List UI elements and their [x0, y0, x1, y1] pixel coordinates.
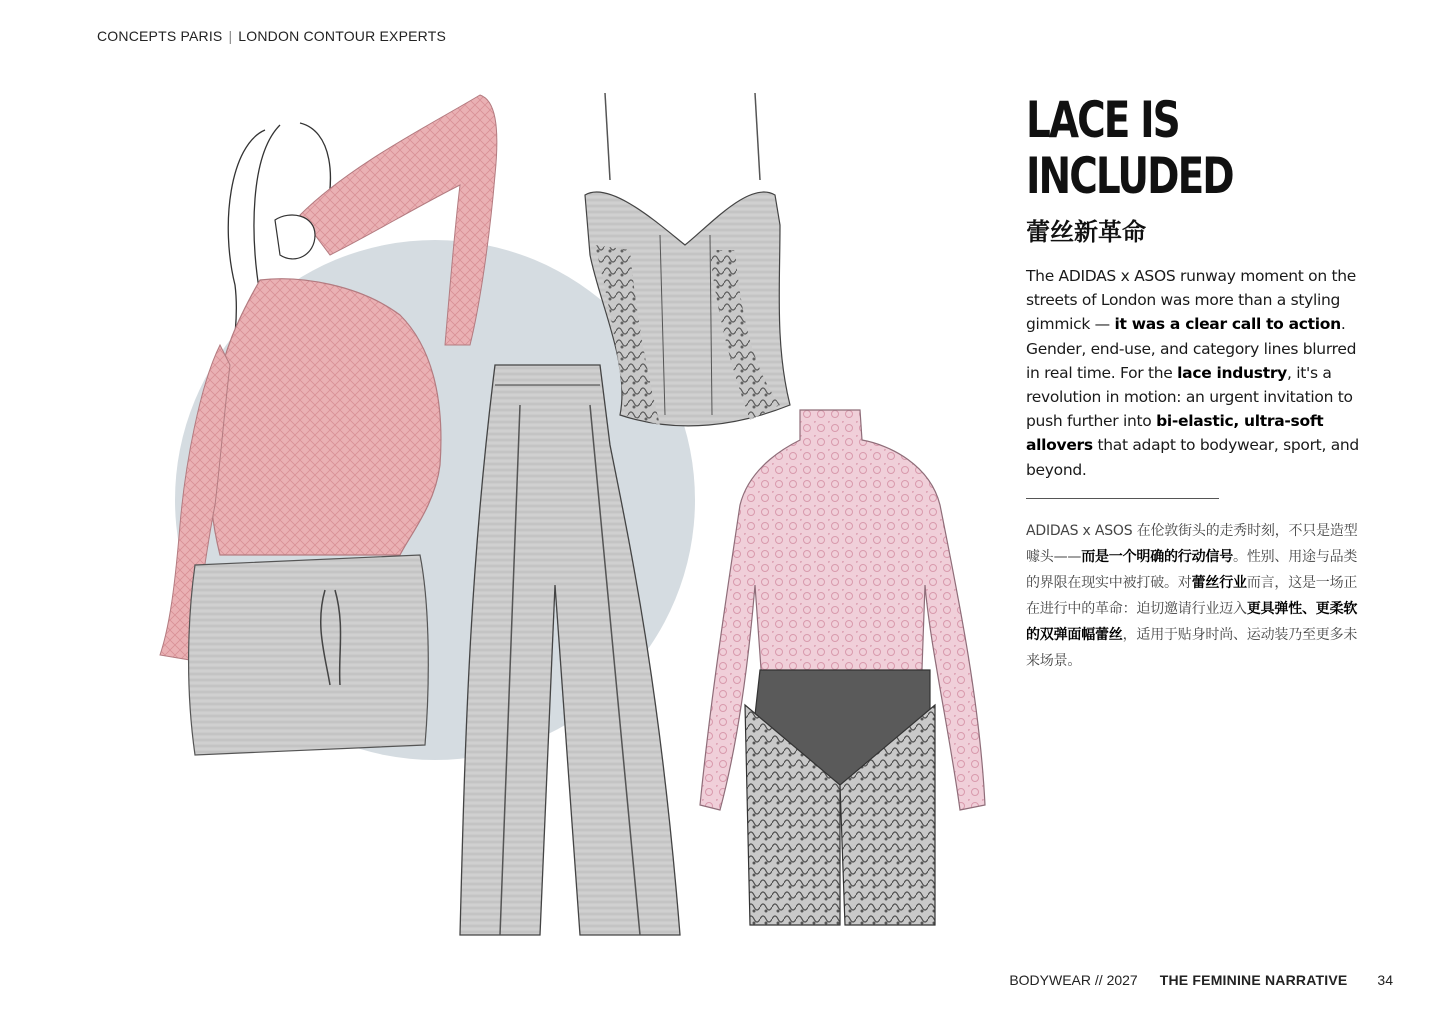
running-header	[97, 28, 446, 44]
article-title-chinese: 蕾丝新革命	[1026, 218, 1146, 246]
cn-bold-1: 而是一个明确的行动信号	[1081, 549, 1234, 565]
en-text-1: The ADIDAS x ASOS runway moment on the streets of London was more than a styling gimmick —	[1026, 267, 1357, 334]
cn-text-1: ADIDAS x ASOS 在伦敦街头的走秀时刻，不只是造型噱头——	[1026, 523, 1358, 565]
title-line-2: INCLUDED	[1026, 147, 1233, 205]
fashion-illustration	[100, 85, 1000, 945]
page-number: 34	[1377, 972, 1393, 988]
header-separator: |	[228, 28, 233, 44]
en-bold-2: lace industry	[1177, 363, 1287, 382]
chinese-paragraph	[1026, 518, 1362, 674]
article-title	[1026, 92, 1322, 204]
divider-rule	[1026, 498, 1219, 499]
footer-chapter: THE FEMININE NARRATIVE	[1159, 972, 1348, 988]
cn-text-4: ，适用于贴身时尚、运动装乃至更多未来场景。	[1026, 627, 1358, 669]
en-bold-3: bi-elastic, ultra-soft allovers	[1026, 412, 1324, 455]
brand-name: CONCEPTS PARIS	[97, 28, 223, 44]
cn-text-2: 。性别、用途与品类的界限在现实中被打破。对	[1026, 549, 1358, 591]
cn-bold-3: 更具弹性、更柔软的双弹面幅蕾丝	[1026, 601, 1358, 643]
title-line-1: LACE IS	[1026, 91, 1179, 149]
page-footer	[1009, 972, 1393, 988]
en-text-2: . Gender, end-use, and category lines blurred in real time. For the	[1026, 315, 1357, 382]
lace-turtleneck-bodysuit	[700, 410, 985, 925]
cn-text-3: 而言，这是一场正在进行中的革命：迫切邀请行业迈入	[1026, 575, 1358, 617]
en-bold-1: it was a clear call to action	[1114, 315, 1341, 334]
cn-bold-2: 蕾丝行业	[1191, 575, 1247, 591]
en-text-4: that adapt to bodywear, sport, and beyond.	[1026, 436, 1359, 479]
en-text-3: , it's a revolution in motion: an urgent invitation to push further into	[1026, 363, 1353, 431]
english-paragraph	[1026, 264, 1362, 482]
footer-section: BODYWEAR // 2027	[1009, 972, 1138, 988]
partner-name: LONDON CONTOUR EXPERTS	[238, 28, 446, 44]
